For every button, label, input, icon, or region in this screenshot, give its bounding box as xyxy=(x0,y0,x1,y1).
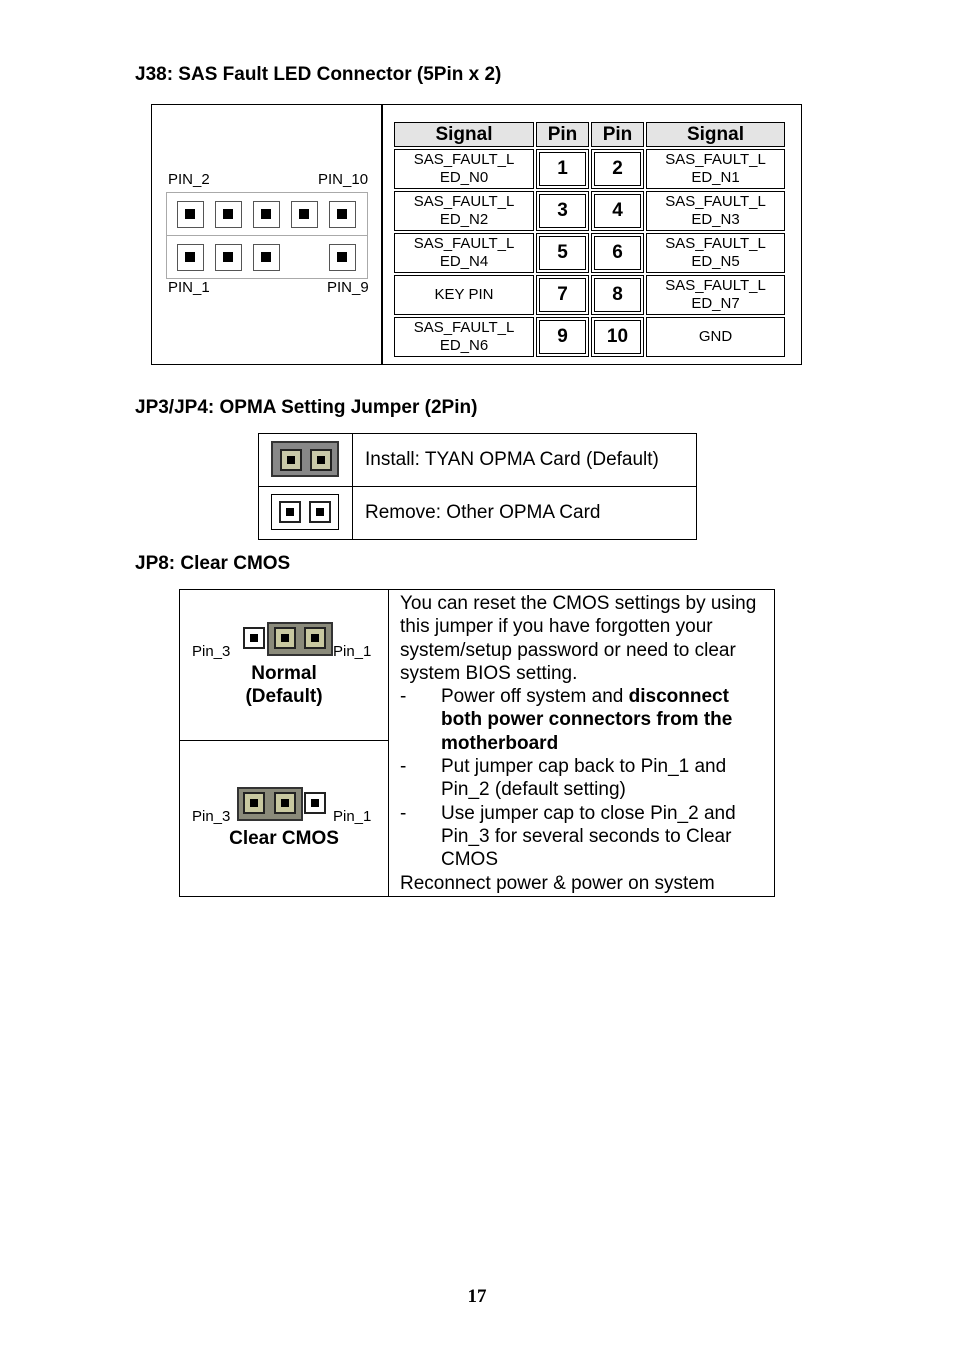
signal-cell: GND xyxy=(646,317,785,357)
jumper-open-icon xyxy=(271,494,339,530)
step-3: - Use jumper cap to close Pin_2 and Pin_3 for several seconds to Clear CMOS xyxy=(400,802,736,871)
install-description: Install: TYAN OPMA Card (Default) xyxy=(353,434,697,487)
table-row xyxy=(394,191,785,231)
j38-heading: J38: SAS Fault LED Connector (5Pin x 2) xyxy=(135,64,502,85)
signal-cell: SAS_FAULT_L ED_N3 xyxy=(646,191,785,231)
signal-cell: SAS_FAULT_L ED_N7 xyxy=(646,275,785,315)
panel-divider xyxy=(381,105,383,364)
step-2: - Put jumper cap back to Pin_1 and Pin_2 (default setting) xyxy=(400,756,727,801)
table-row xyxy=(394,149,785,189)
j38-signal-table xyxy=(392,120,787,359)
col-header-signal: Signal xyxy=(394,122,534,147)
remove-description: Remove: Other OPMA Card xyxy=(353,487,697,540)
connector-pin xyxy=(291,201,318,228)
pin-number-cell: 9 xyxy=(536,317,589,357)
pin-number-cell: 7 xyxy=(536,275,589,315)
signal-cell: SAS_FAULT_L ED_N4 xyxy=(394,233,534,273)
jumper-closed-icon xyxy=(271,441,339,477)
intro-text: You can reset the CMOS settings by using this jumper if you have forgotten your system/setup password or need to clear system BIOS setting. xyxy=(400,593,757,684)
table-row xyxy=(259,434,697,487)
connector-pin xyxy=(329,244,356,271)
jumper-normal-icon xyxy=(237,622,333,656)
pin-number-cell: 4 xyxy=(591,191,644,231)
jumper-installed-cell xyxy=(259,434,353,487)
connector-header-diagram xyxy=(166,192,368,279)
pin-number-cell: 6 xyxy=(591,233,644,273)
pin-number-cell: 2 xyxy=(591,149,644,189)
signal-cell: SAS_FAULT_L ED_N1 xyxy=(646,149,785,189)
jumper-removed-cell xyxy=(259,487,353,540)
signal-cell: SAS_FAULT_L ED_N6 xyxy=(394,317,534,357)
pin1-label: Pin_1 xyxy=(333,643,372,660)
j38-panel xyxy=(151,104,802,365)
pin-number-cell: 8 xyxy=(591,275,644,315)
page-number: 17 xyxy=(467,1286,487,1307)
pin2-label: PIN_2 xyxy=(168,171,210,188)
connector-pin xyxy=(177,244,204,271)
table-row xyxy=(394,233,785,273)
connector-pin xyxy=(253,244,280,271)
pin-number-cell: 5 xyxy=(536,233,589,273)
pin10-label: PIN_10 xyxy=(318,171,369,188)
table-row xyxy=(394,317,785,357)
pin-number-cell: 3 xyxy=(536,191,589,231)
pin1-label: Pin_1 xyxy=(333,808,372,825)
jumper-clear-icon xyxy=(237,787,333,821)
signal-cell: SAS_FAULT_L ED_N5 xyxy=(646,233,785,273)
opma-jumper-table xyxy=(258,433,697,540)
pin9-label: PIN_9 xyxy=(327,279,369,296)
col-header-signal: Signal xyxy=(646,122,785,147)
signal-cell: SAS_FAULT_L ED_N0 xyxy=(394,149,534,189)
jp8-heading: JP8: Clear CMOS xyxy=(135,553,291,574)
jp3jp4-heading: JP3/JP4: OPMA Setting Jumper (2Pin) xyxy=(135,397,478,418)
outro-text: Reconnect power & power on system xyxy=(400,872,715,894)
pin3-label: Pin_3 xyxy=(192,808,231,825)
connector-pin xyxy=(253,201,280,228)
col-header-pin: Pin xyxy=(536,122,589,147)
step-1: - Power off system and disconnect both power connectors from the motherboard xyxy=(400,686,733,754)
clear-cmos-label: Clear CMOS xyxy=(229,828,339,849)
clear-cmos-instructions xyxy=(400,592,770,895)
connector-pin xyxy=(215,244,242,271)
jp8-table xyxy=(179,589,775,897)
table-row xyxy=(394,275,785,315)
signal-cell: KEY PIN xyxy=(394,275,534,315)
pin1-label: PIN_1 xyxy=(168,279,210,296)
table-row xyxy=(259,487,697,540)
pin-number-cell: 10 xyxy=(591,317,644,357)
connector-pin xyxy=(177,201,204,228)
pin-number-cell: 1 xyxy=(536,149,589,189)
col-header-pin: Pin xyxy=(591,122,644,147)
connector-pin xyxy=(329,201,356,228)
normal-default-label: Normal (Default) xyxy=(245,663,323,707)
table-header-row xyxy=(394,122,785,147)
connector-pin xyxy=(215,201,242,228)
pin3-label: Pin_3 xyxy=(192,643,231,660)
signal-cell: SAS_FAULT_L ED_N2 xyxy=(394,191,534,231)
